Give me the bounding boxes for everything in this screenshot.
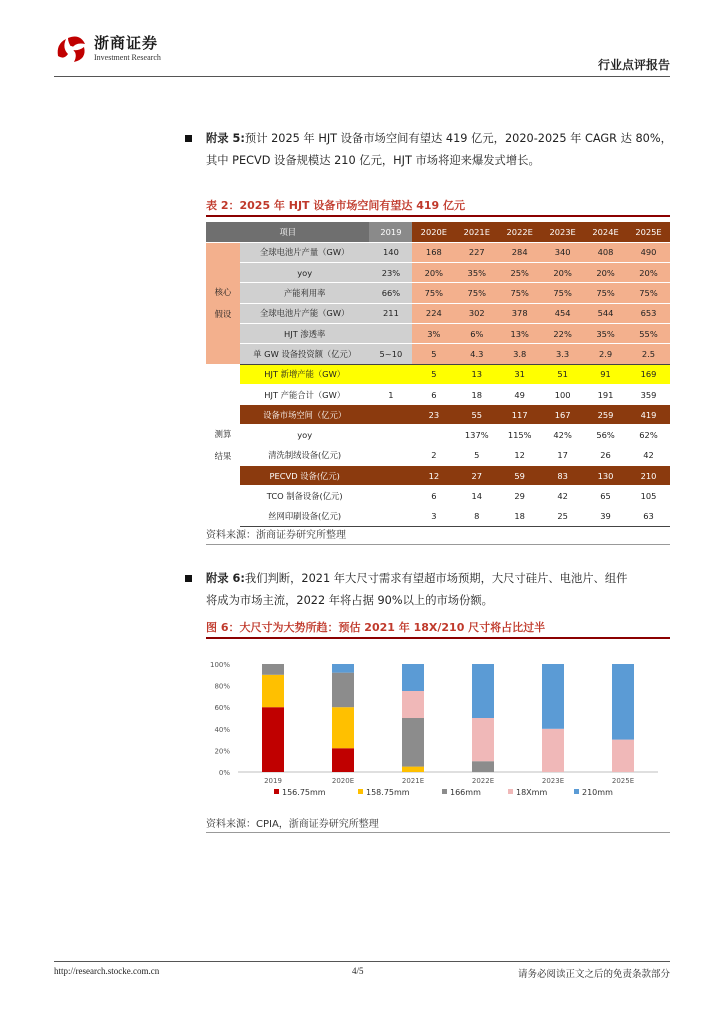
table-cell: 35% — [584, 323, 627, 343]
table-2-body — [206, 242, 670, 526]
table-cell: 20% — [541, 263, 584, 283]
table-cell: 20% — [412, 263, 455, 283]
bar-segment — [332, 748, 354, 772]
table-row — [206, 263, 670, 283]
appendix-5-line1: 预计 2025 年 HJT 设备市场空间有望达 419 亿元，2020-2025 年 CAGR 达 80%， — [244, 132, 672, 145]
table-cell: 2 — [412, 445, 455, 465]
cell-2019 — [369, 506, 412, 526]
y-tick-label: 100% — [209, 661, 230, 669]
row-label: yoy — [240, 263, 370, 283]
table-cell: 12 — [412, 466, 455, 486]
table-cell: 259 — [584, 405, 627, 425]
table-cell: 75% — [498, 283, 541, 303]
table-cell: 75% — [412, 283, 455, 303]
y-tick-label: 0% — [218, 769, 230, 777]
row-label: 全球电池片产量（GW） — [240, 242, 370, 262]
table-cell: 31 — [498, 364, 541, 384]
table-cell: 5 — [412, 344, 455, 364]
table-cell: 56% — [584, 425, 627, 445]
legend-swatch — [508, 789, 513, 794]
table-cell: 22% — [541, 323, 584, 343]
appendix-5-paragraph — [206, 128, 676, 172]
table-cell: 5 — [455, 445, 498, 465]
table-cell: 35% — [455, 263, 498, 283]
bar-segment — [542, 664, 564, 729]
x-tick-label: 2021E — [401, 777, 425, 785]
cell-2019 — [369, 445, 412, 465]
table-cell: 130 — [584, 466, 627, 486]
figure-6-source: 资料来源：CPIA，浙商证券研究所整理 — [206, 819, 379, 830]
legend-swatch — [574, 789, 579, 794]
row-label: HJT 渗透率 — [240, 323, 370, 343]
table-cell: 13 — [455, 364, 498, 384]
cell-2019: 211 — [369, 303, 412, 323]
legend-swatch — [442, 789, 447, 794]
table-cell: 115% — [498, 425, 541, 445]
table-cell: 20% — [584, 263, 627, 283]
bullet-icon — [185, 135, 192, 142]
table-row — [206, 384, 670, 404]
table-cell: 18 — [455, 384, 498, 404]
table-cell: 359 — [627, 384, 670, 404]
footer-divider — [54, 961, 670, 962]
table-cell: 653 — [627, 303, 670, 323]
header-cell: 2020E — [412, 222, 455, 242]
footer-url-link[interactable]: http://research.stocke.com.cn — [54, 966, 160, 976]
row-label: 丝网印刷设备(亿元) — [240, 506, 370, 526]
table-cell: 75% — [541, 283, 584, 303]
x-tick-label: 2020E — [331, 777, 355, 785]
table-cell: 49 — [498, 384, 541, 404]
bar-segment — [542, 729, 564, 772]
table-cell: 14 — [455, 486, 498, 506]
table-cell: 6 — [412, 486, 455, 506]
bullet-icon — [185, 575, 192, 582]
table-cell: 5 — [412, 364, 455, 384]
bar-segment — [472, 718, 494, 761]
table-cell: 55% — [627, 323, 670, 343]
table-2-caption: 表 2：2025 年 HJT 设备市场空间有望达 419 亿元 — [206, 199, 466, 212]
cell-2019: 5~10 — [369, 344, 412, 364]
table-cell: 51 — [541, 364, 584, 384]
group-label-line: 核心 — [214, 287, 232, 298]
row-label: yoy — [240, 425, 370, 445]
header-divider — [54, 76, 670, 77]
table-row — [206, 486, 670, 506]
table-cell: 39 — [584, 506, 627, 526]
table-row — [206, 323, 670, 343]
bar-segment — [612, 740, 634, 772]
table-cell: 55 — [455, 405, 498, 425]
x-tick-label: 2019 — [264, 777, 282, 785]
cell-2019 — [369, 364, 412, 384]
appendix-6-line1: 我们判断，2021 年大尺寸需求有望超市场预期，大尺寸硅片、电池片、组件 — [244, 572, 628, 585]
figure-6-source-rule — [206, 832, 670, 833]
table-cell: 75% — [455, 283, 498, 303]
table-cell: 75% — [584, 283, 627, 303]
table-cell: 6 — [412, 384, 455, 404]
bar-segment — [472, 761, 494, 772]
group-label-assumptions — [206, 242, 240, 364]
table-cell: 18 — [498, 506, 541, 526]
table-cell: 65 — [584, 486, 627, 506]
table-cell: 137% — [455, 425, 498, 445]
company-name-cn: 浙商证券 — [94, 34, 159, 52]
legend-label: 166mm — [450, 788, 481, 797]
report-type: 行业点评报告 — [597, 58, 670, 72]
group-label-line: 测算 — [214, 429, 232, 440]
table-row — [206, 242, 670, 262]
bar-segment — [402, 664, 424, 691]
footer-disclaimer: 请务必阅读正文之后的免责条款部分 — [517, 969, 670, 980]
group-label-line: 假设 — [214, 309, 232, 320]
bar-segment — [262, 664, 284, 675]
group-label-results — [206, 364, 240, 526]
table-cell: 83 — [541, 466, 584, 486]
table-cell: 284 — [498, 242, 541, 262]
table-cell: 169 — [627, 364, 670, 384]
bar-segment — [402, 767, 424, 772]
table-cell: 191 — [584, 384, 627, 404]
legend-swatch — [274, 789, 279, 794]
table-cell: 75% — [627, 283, 670, 303]
row-label: 产能利用率 — [240, 283, 370, 303]
header-cell: 2023E — [541, 222, 584, 242]
legend-label: 156.75mm — [282, 788, 326, 797]
table-cell: 167 — [541, 405, 584, 425]
header-cell: 项目 — [206, 222, 369, 242]
table-cell: 25% — [498, 263, 541, 283]
table-row — [206, 405, 670, 425]
appendix-6-label: 附录 6: — [206, 572, 245, 585]
row-label: HJT 产能合计（GW） — [240, 384, 370, 404]
table-row — [206, 466, 670, 486]
table-cell: 26 — [584, 445, 627, 465]
appendix-6-paragraph — [206, 568, 676, 612]
x-tick-label: 2022E — [471, 777, 495, 785]
table-row — [206, 364, 670, 384]
table-cell: 29 — [498, 486, 541, 506]
row-label: PECVD 设备(亿元) — [240, 466, 370, 486]
table-cell: 4.3 — [455, 344, 498, 364]
table-cell: 454 — [541, 303, 584, 323]
bar-segment — [262, 707, 284, 772]
row-label: TCO 制备设备(亿元) — [240, 486, 370, 506]
table-cell — [412, 425, 455, 445]
table-cell: 20% — [627, 263, 670, 283]
row-label: 单 GW 设备投资额（亿元） — [240, 344, 370, 364]
appendix-5-line2: 其中 PECVD 设备规模达 210 亿元，HJT 市场将迎来爆发式增长。 — [206, 154, 540, 167]
appendix-6-line2: 将成为市场主流，2022 年将占据 90%以上的市场份额。 — [206, 594, 493, 607]
table-cell: 3.3 — [541, 344, 584, 364]
table-cell: 105 — [627, 486, 670, 506]
table-cell: 13% — [498, 323, 541, 343]
bar-segment — [262, 675, 284, 707]
y-tick-label: 40% — [214, 725, 230, 734]
cell-2019 — [369, 486, 412, 506]
table-cell: 340 — [541, 242, 584, 262]
cell-2019 — [369, 405, 412, 425]
row-label: 设备市场空间（亿元） — [240, 405, 370, 425]
table-cell: 3.8 — [498, 344, 541, 364]
legend-label: 210mm — [582, 788, 613, 797]
company-name-en: Investment Research — [94, 53, 161, 62]
legend-swatch — [358, 789, 363, 794]
table-row — [206, 445, 670, 465]
bar-segment — [332, 707, 354, 748]
cell-2019: 66% — [369, 283, 412, 303]
stacked-bar-chart — [206, 656, 670, 806]
y-tick-label: 20% — [214, 747, 230, 756]
table-cell: 227 — [455, 242, 498, 262]
table-cell: 378 — [498, 303, 541, 323]
table-cell: 91 — [584, 364, 627, 384]
table-2-source-rule — [206, 544, 670, 545]
group-label-line: 结果 — [214, 451, 232, 462]
table-cell: 23 — [412, 405, 455, 425]
table-cell: 544 — [584, 303, 627, 323]
table-header-row — [206, 222, 670, 242]
table-cell: 2.5 — [627, 344, 670, 364]
cell-2019 — [369, 323, 412, 343]
table-row — [206, 283, 670, 303]
table-cell: 419 — [627, 405, 670, 425]
table-row — [206, 506, 670, 526]
cell-2019 — [369, 425, 412, 445]
table-2 — [206, 222, 670, 527]
y-tick-label: 80% — [214, 682, 230, 691]
bar-segment — [472, 664, 494, 718]
table-cell: 63 — [627, 506, 670, 526]
header-cell: 2021E — [455, 222, 498, 242]
y-tick-label: 60% — [214, 704, 230, 713]
bar-segment — [402, 718, 424, 767]
row-label: 全球电池片产能（GW） — [240, 303, 370, 323]
table-cell: 42% — [541, 425, 584, 445]
cell-2019: 1 — [369, 384, 412, 404]
appendix-5-label: 附录 5: — [206, 132, 245, 145]
table-cell: 117 — [498, 405, 541, 425]
table-cell: 42 — [541, 486, 584, 506]
logo-icon — [54, 34, 88, 64]
table-cell: 168 — [412, 242, 455, 262]
company-logo — [54, 34, 161, 64]
table-row — [206, 344, 670, 364]
bar-segment — [332, 664, 354, 673]
legend-label: 158.75mm — [366, 788, 410, 797]
x-tick-label: 2023E — [541, 777, 565, 785]
table-cell: 3% — [412, 323, 455, 343]
figure-6-caption-rule — [206, 637, 670, 639]
table-cell: 2.9 — [584, 344, 627, 364]
bar-segment — [612, 664, 634, 740]
table-cell: 210 — [627, 466, 670, 486]
table-row — [206, 425, 670, 445]
cell-2019 — [369, 466, 412, 486]
table-2-caption-rule — [206, 215, 670, 217]
table-cell: 8 — [455, 506, 498, 526]
table-cell: 408 — [584, 242, 627, 262]
header-cell: 2025E — [627, 222, 670, 242]
table-cell: 42 — [627, 445, 670, 465]
header-cell: 2019 — [369, 222, 412, 242]
table-cell: 100 — [541, 384, 584, 404]
bar-segment — [402, 691, 424, 718]
table-cell: 224 — [412, 303, 455, 323]
cell-2019: 23% — [369, 263, 412, 283]
table-cell: 27 — [455, 466, 498, 486]
cell-2019: 140 — [369, 242, 412, 262]
table-cell: 17 — [541, 445, 584, 465]
x-tick-label: 2025E — [611, 777, 635, 785]
table-2-source: 资料来源：浙商证券研究所整理 — [206, 530, 346, 541]
row-label: HJT 新增产能（GW） — [240, 364, 370, 384]
figure-6-caption: 图 6：大尺寸为大势所趋：预估 2021 年 18X/210 尺寸将占比过半 — [206, 621, 546, 634]
table-cell: 59 — [498, 466, 541, 486]
header-cell: 2024E — [584, 222, 627, 242]
table-row — [206, 303, 670, 323]
legend-label: 18Xmm — [516, 788, 548, 797]
table-cell: 302 — [455, 303, 498, 323]
table-cell: 3 — [412, 506, 455, 526]
table-cell: 6% — [455, 323, 498, 343]
row-label: 清洗制绒设备(亿元) — [240, 445, 370, 465]
bar-segment — [332, 673, 354, 708]
table-cell: 490 — [627, 242, 670, 262]
table-cell: 25 — [541, 506, 584, 526]
table-cell: 62% — [627, 425, 670, 445]
header-cell: 2022E — [498, 222, 541, 242]
table-cell: 12 — [498, 445, 541, 465]
page-number: 4/5 — [352, 966, 364, 976]
